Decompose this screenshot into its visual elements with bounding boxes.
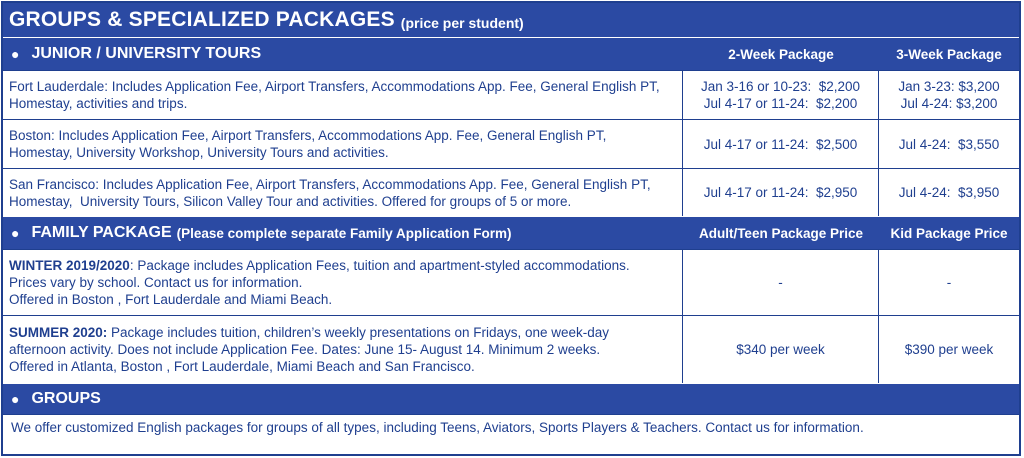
section-header-family <box>3 216 1019 249</box>
table-row <box>3 70 1019 119</box>
table-row <box>3 315 1019 383</box>
price-3-week: Jan 3-23: $3,200 Jul 4-24: $3,200 <box>898 79 1000 111</box>
section-header-junior <box>3 37 1019 70</box>
price-kid: - <box>946 275 952 290</box>
page-subtitle: (price per student) <box>400 15 524 31</box>
price-2-week: Jul 4-17 or 11-24: $2,950 <box>683 169 879 216</box>
price-2-week: Jul 4-17 or 11-24: $2,500 <box>683 120 879 168</box>
column-header-kid: Kid Package Price <box>890 225 1008 241</box>
row-description: Fort Lauderdale: Includes Application Fee, Airport Transfers, Accommodations App. Fee, General English PT, Homestay, activities and trips. <box>3 71 683 119</box>
price-3-week: Jul 4-24: $3,950 <box>898 185 1000 200</box>
section-title-junior: JUNIOR / UNIVERSITY TOURS <box>31 45 262 62</box>
price-2-week: Jan 3-16 or 10-23: $2,200 Jul 4-17 or 11-24: $2,200 <box>683 71 879 119</box>
section-header-groups <box>3 383 1019 414</box>
row-description: Boston: Includes Application Fee, Airport Transfers, Accommodations App. Fee, General English PT, Homestay, University Workshop, University Tours and activities. <box>3 120 683 168</box>
bullet-icon: ● <box>11 225 20 241</box>
row-description: San Francisco: Includes Application Fee, Airport Transfers, Accommodations App. Fee, General English PT, Homestay, University Tours, Silicon Valley Tour and activities. Offered for groups of 5 or more. <box>3 169 683 216</box>
packages-table <box>1 1 1021 456</box>
price-3-week: Jul 4-24: $3,550 <box>898 136 1000 152</box>
bullet-icon: ● <box>11 46 20 62</box>
table-row <box>3 119 1019 168</box>
section-note-family: (Please complete separate Family Application Form) <box>176 225 512 241</box>
price-adult-teen: - <box>683 250 879 315</box>
section-title-family: FAMILY PACKAGE <box>31 224 172 241</box>
row-description: WINTER 2019/2020: Package includes Application Fees, tuition and apartment-styled accommodations. Prices vary by school. Contact us for information. Offered in Boston , Fort Lauderdale and Miami Beach. <box>3 250 683 315</box>
title-bar <box>3 3 1019 37</box>
groups-description: We offer customized English packages for groups of all types, including Teens, Aviators, Sports Players & Teachers. Contact us for information. <box>11 420 864 435</box>
price-adult-teen: $340 per week <box>683 316 879 383</box>
column-header-2-week: 2-Week Package <box>728 46 834 62</box>
column-header-adult-teen: Adult/Teen Package Price <box>698 225 864 241</box>
table-row <box>3 249 1019 315</box>
groups-row <box>3 414 1019 440</box>
page-title: GROUPS & SPECIALIZED PACKAGES <box>9 8 395 31</box>
bullet-icon: ● <box>11 391 20 407</box>
season-label: SUMMER 2020: <box>9 325 108 340</box>
season-label: WINTER 2019/2020 <box>9 258 130 273</box>
table-row <box>3 168 1019 216</box>
section-title-groups: GROUPS <box>31 390 101 407</box>
price-kid: $390 per week <box>904 342 994 357</box>
column-header-3-week: 3-Week Package <box>896 46 1002 62</box>
row-description: SUMMER 2020: Package includes tuition, children’s weekly presentations on Fridays, one week-day afternoon activity. Does not include Application Fee. Dates: June 15- August 14. Minimum 2 weeks. Offered in Atlanta, Boston , Fort Lauderdale, Miami Beach and San Francisco. <box>3 316 683 383</box>
